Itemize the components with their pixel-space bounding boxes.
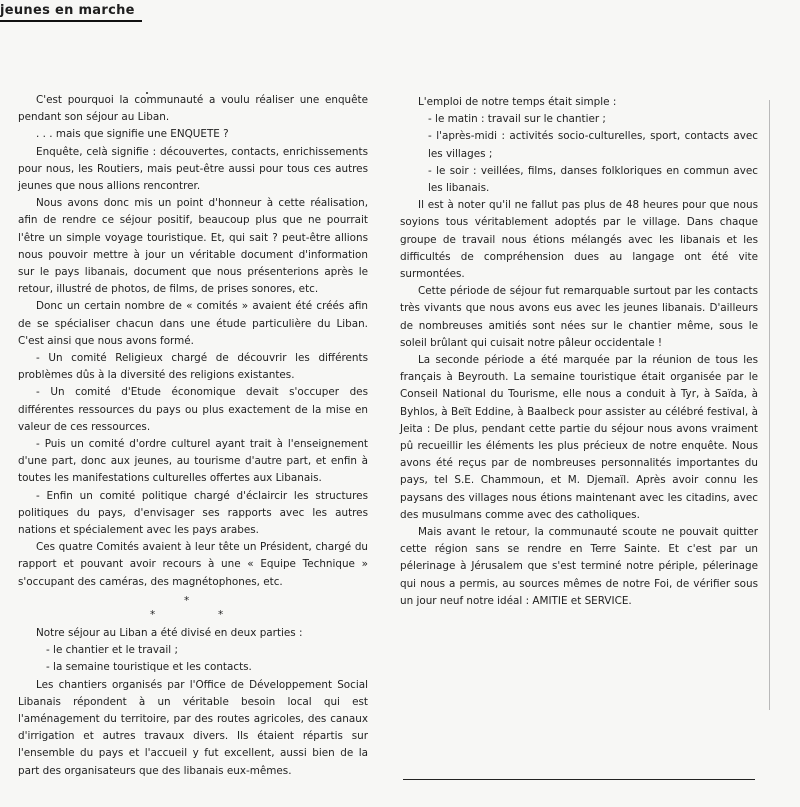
paragraph: Il est à noter qu'il ne fallut pas plus de 48 heures pour que nous soyions tous véritablement adoptés par le village. Dans chaque groupe de travail nous étions mélangés avec les libanais et les difficultés de compréhension dues au langage ont été vite surmontées. [400,199,758,281]
left-column [18,92,368,780]
paragraph: Enquête, celà signifie : découvertes, contacts, enrichissements pour nous, les Routiers, mais peut-être aussi pour tous ces autres jeunes que nous allions rencontrer. [18,145,368,193]
paragraph: C'est pourquoi la communauté a voulu réaliser une enquête pendant son séjour au Liban. [18,94,368,124]
paragraph: Ces quatre Comités avaient à leur tête un Président, chargé du rapport et pouvant avoir recours à une « Equipe Technique » s'occupant des caméras, des magnétophones, etc. [18,541,368,588]
paragraph: Donc un certain nombre de « comités » avaient été créés afin de se spécialiser chacun dans une étude particulière du Liban. C'est ainsi que nous avons formé. [18,300,368,347]
paragraph: Nous avons donc mis un point d'honneur à cette réalisation, afin de rendre ce séjour positif, beaucoup plus que ne pourrait l'être un simple voyage touristique. Et, qui sait ? peut-être allions nous pouvoir mettre à jour un véritable document d'information sur le pays libanais, document que nous présenterions après le retour, illustré de photos, de films, de prises sonores, etc. [18,197,368,296]
running-header: jeunes en marche [0,3,135,18]
list-item: - le chantier et le travail ; [46,644,178,657]
paragraph: - Un comité Religieux chargé de découvrir les différents problèmes dûs à la diversité des religions existantes. [18,352,368,382]
section-separator [18,591,368,625]
paragraph: Mais avant le retour, la communauté scoute ne pouvait quitter cette région sans se rendre en Terre Sainte. Et c'est par un pélerinage à Jérusalem que s'est terminé notre périple, pélerinage qui nous a permis, au sources mêmes de notre Foi, de vérifier sous un jour neuf notre idéal : AMITIE et SERVICE. [400,526,758,607]
paragraph: . . . mais que signifie une ENQUETE ? [36,128,229,141]
list-item: - l'après-midi : activités socio-culturelles, sport, contacts avec les villages ; [428,130,758,160]
paragraph: - Un comité d'Etude économique devait s'occuper des différentes ressources du pays ou plus exactement de la mise en valeur de ces ressources. [18,386,368,433]
paragraph: L'emploi de notre temps était simple : [418,96,617,108]
column-edge-line [769,100,770,710]
paragraph: - Enfin un comité politique chargé d'éclaircir les structures politiques du pays, d'envisager ses rapports avec les autres nations et spécialement avec les pays arabes. [18,489,368,537]
separator-star: * [150,608,156,621]
paragraph: - Puis un comité d'ordre culturel ayant trait à l'enseignement d'une part, donc aux jeunes, au tourisme d'autre part, et enfin à toutes les manifestations culturelles offertes aux Libanais. [18,438,368,485]
header-underline [0,20,142,22]
paragraph: Cette période de séjour fut remarquable surtout par les contacts très vivants que nous avons eus avec les jeunes libanais. D'ailleurs de nombreuses amitiés sont nées sur le chantier même, sous le soleil brûlant qui cuisait notre pâleur occidentale ! [400,285,758,349]
list-item: - le soir : veillées, films, danses folkloriques en commun avec les libanais. [428,164,758,195]
paragraph: La seconde période a été marquée par la réunion de tous les français à Beyrouth. La semaine touristique était organisée par le Conseil National du Tourisme, elle nous a conduit à Tyr, à Saïda, à Byhlos, à Beït Eddine, à Baalbeck pour assister au célébré festival, à Jeita : De plus, pendant cette partie du séjour nous avons vraiment pû recueillir les éléments les plus précieux de notre enquête. Nous avons été reçus par de nombreuses personnalités importantes du pays, tel S.E. Chammoun, et M. Djemaïl. Après avoir connu les paysans des villages nous étions maintenant avec les citadins, avec des musulmans comme avec des catholiques. [400,354,758,521]
separator-star: * [218,608,224,621]
list-item: - le matin : travail sur le chantier ; [428,113,606,126]
paragraph: Notre séjour au Liban a été divisé en deux parties : [36,626,303,639]
list-item: - la semaine touristique et les contacts. [46,661,252,674]
paragraph: Les chantiers organisés par l'Office de Développement Social Libanais répondent à un véritable besoin local qui est l'aménagement du territoire, par des routes agricoles, des canaux d'irrigation et autres travaux divers. Ils étaient répartis sur l'ensemble du pays et l'accueil y fut excellent, aussi bien de la part des organisateurs que des libanais eux-mêmes. [18,678,368,777]
separator-star: * [184,594,190,607]
footer-rule [403,779,755,780]
right-column [400,94,758,610]
